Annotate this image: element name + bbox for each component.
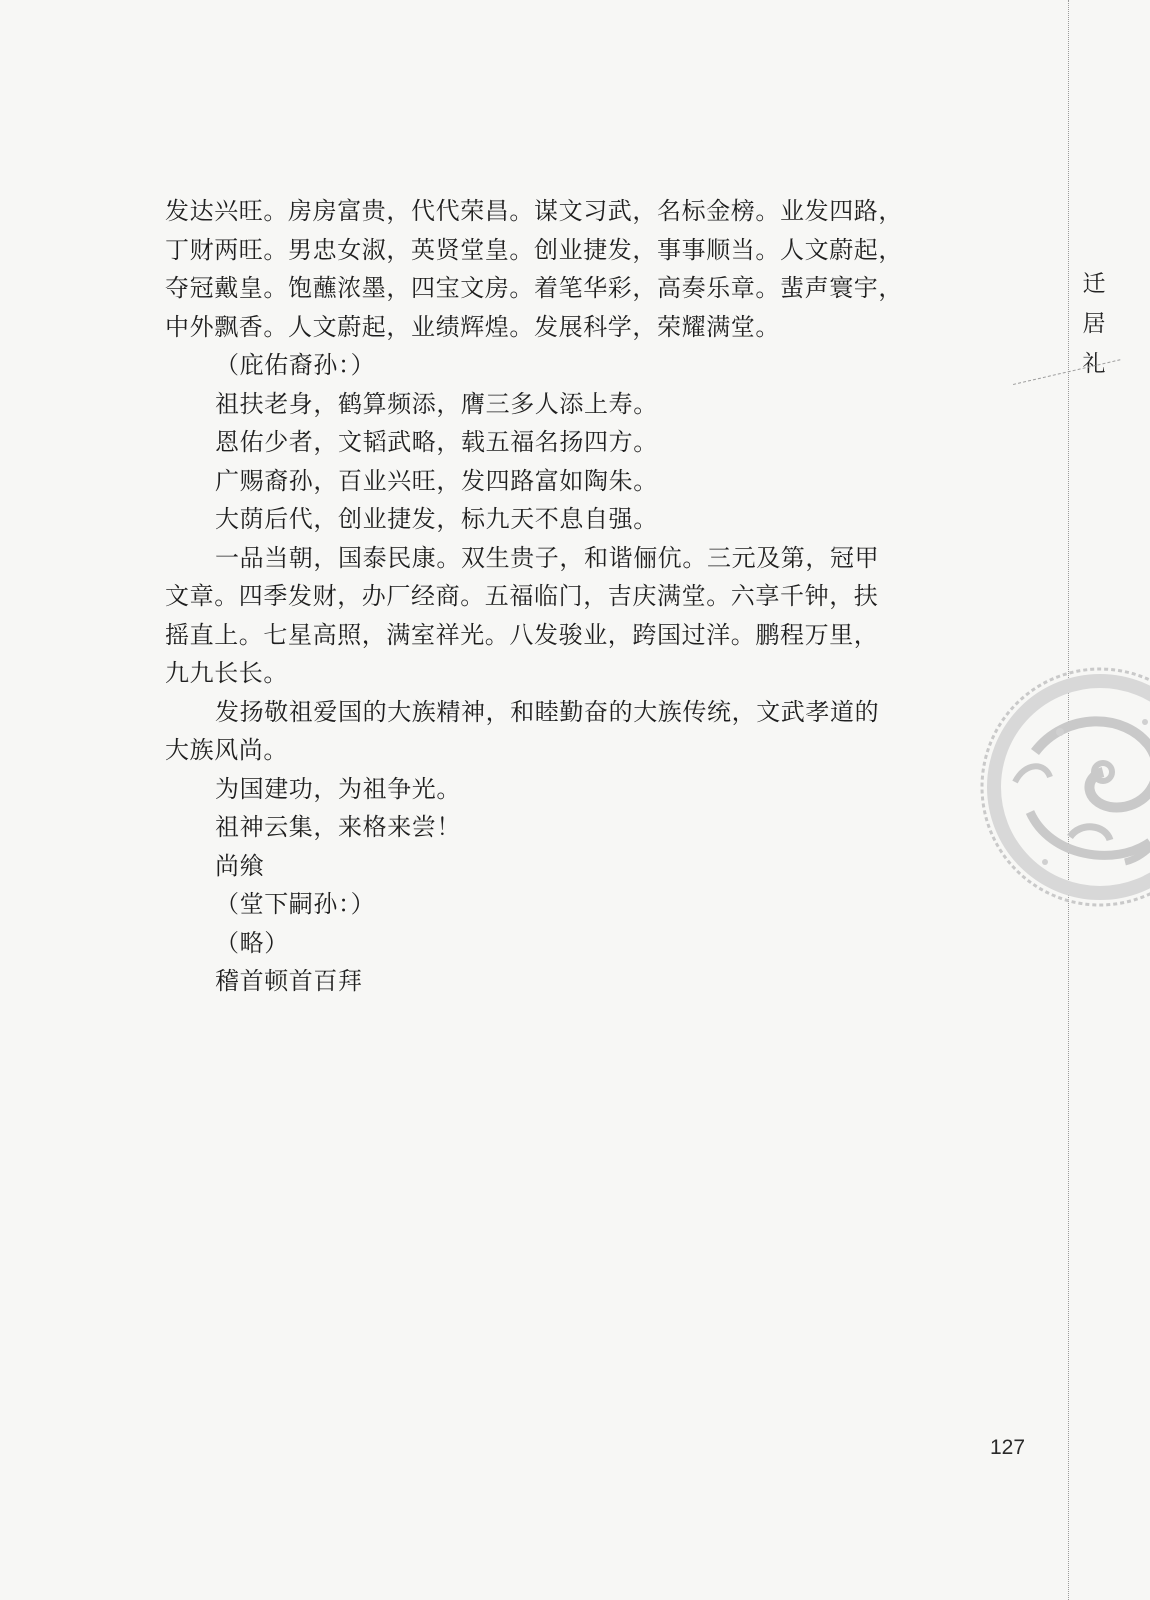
text-line: 稽首顿首百拜: [215, 967, 363, 995]
chapter-tab-char: 迁: [1082, 271, 1106, 297]
text-line: 一品当朝，国泰民康。双生贵子，和谐俪伉。三元及第，冠甲: [215, 543, 880, 572]
text-line: 大族风尚。: [165, 736, 288, 764]
page-number: 127: [990, 1436, 1026, 1459]
text-line: 祖扶老身，鹤算频添，膺三多人添上寿。: [215, 389, 658, 418]
text-line: 尚飨: [215, 851, 265, 880]
decorative-seal-icon: [975, 662, 1150, 912]
text-line: 文章。四季发财，办厂经商。五福临门，吉庆满堂。六享千钟，扶: [165, 582, 879, 610]
text-line: 广赐裔孙，百业兴旺，发四路富如陶朱。: [215, 466, 658, 495]
text-line: 中外飘香。人文蔚起，业绩辉煌。发展科学，荣耀满堂。: [165, 312, 780, 341]
text-line: 恩佑少者，文韬武略，载五福名扬四方。: [215, 428, 658, 456]
text-line: 为国建功，为祖争光。: [215, 774, 461, 803]
text-line: 祖神云集，来格来尝！: [215, 813, 461, 841]
text-line: 摇直上。七星高照，满室祥光。八发骏业，跨国过洋。鹏程万里，: [165, 620, 879, 649]
chapter-tab-char: 礼: [1082, 351, 1106, 377]
chapter-tab-char: 居: [1082, 311, 1106, 337]
text-line: （庇佑裔孙：）: [215, 351, 376, 379]
text-line: 大荫后代，创业捷发，标九天不息自强。: [215, 505, 658, 533]
text-line: 发扬敬祖爱国的大族精神，和睦勤奋的大族传统，文武孝道的: [215, 697, 880, 726]
text-line: 丁财两旺。男忠女淑，英贤堂皇。创业捷发，事事顺当。人文蔚起，: [165, 235, 903, 264]
text-line: （略）: [215, 928, 289, 957]
text-line: 发达兴旺。房房富贵，代代荣昌。谋文习武，名标金榜。业发四路，: [165, 197, 903, 225]
text-line: （堂下嗣孙：）: [215, 890, 376, 918]
body-text: [165, 192, 945, 1001]
text-line: 夺冠戴皇。饱蘸浓墨，四宝文房。着笔华彩，高奏乐章。蜚声寰宇，: [165, 274, 903, 302]
text-line: 九九长长。: [165, 659, 288, 687]
